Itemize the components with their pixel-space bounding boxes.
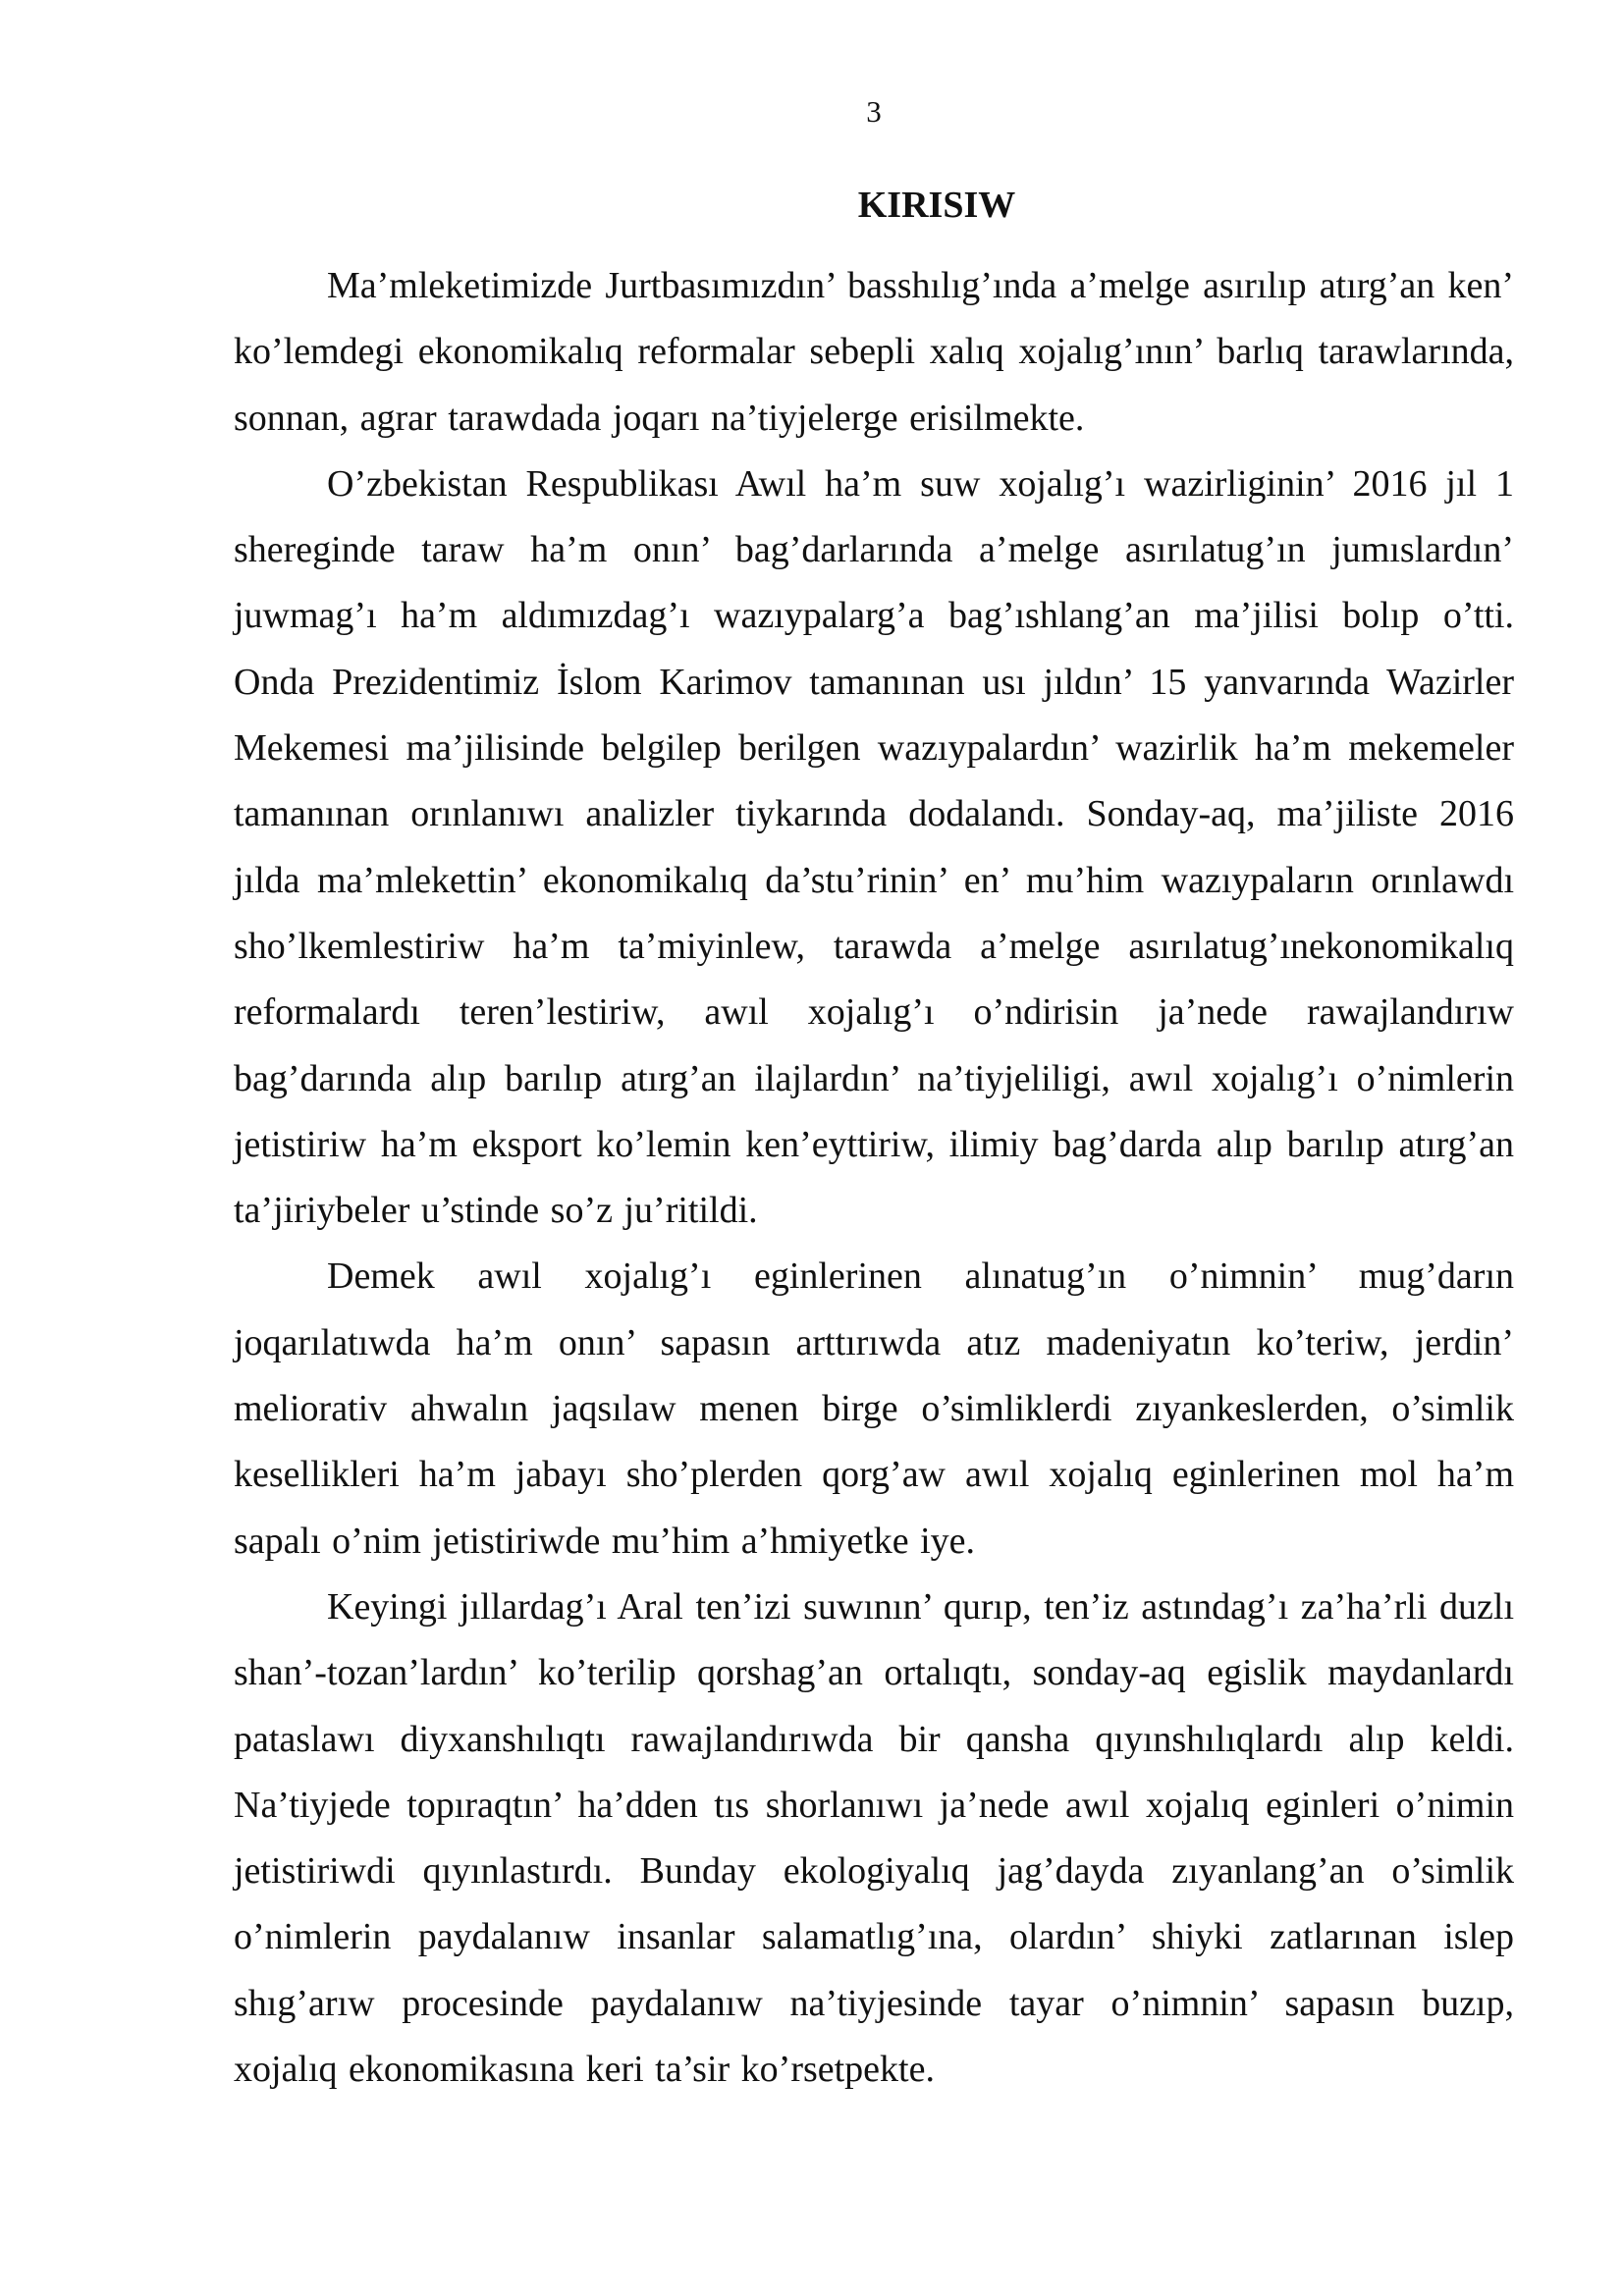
page-number: 3 (866, 94, 882, 129)
page-content (234, 187, 1514, 2103)
paragraph-4: Keyingi jıllardag’ı Aral ten’izi suwının’ qurıp, ten’iz astındag’ı za’ha’rli duzlı shan’-tozan’lardın’ ko’terilip qorshag’an ortalıqtı, sonday-aq egislik maydanlardı pataslawı diyxanshılıqtı rawajlandırıwda bir qansha qıyınshılıqlardı alıp keldi. Na’tiyjede topıraqtın’ ha’dden tıs shorlanıwı ja’nede awıl xojalıq eginleri o’nimin jetistiriwdi qıyınlastırdı. Bunday ekologiyalıq jag’dayda zıyanlang’an o’simlik o’nimlerin paydalanıw insanlar salamatlıg’ına, olardın’ shiyki zatlarınan islep shıg’arıw procesinde paydalanıw na’tiyjesinde tayar o’nimnin’ sapasın buzıp, xojalıq ekonomikasına keri ta’sir ko’rsetpekte. (234, 1585, 1514, 2091)
paragraph-2: O’zbekistan Respublikası Awıl ha’m suw xojalıg’ı wazirliginin’ 2016 jıl 1 shereginde taraw ha’m onın’ bag’darlarında a’melge asırılatug’ın jumıslardın’ juwmag’ı ha’m aldımızdag’ı wazıypalarg’a bag’ıshlang’an ma’jilisi bolıp o’tti. Onda Prezidentimiz İslom Karimov tamanınan usı jıldın’ 15 yanvarında Wazirler Mekemesi ma’jilisinde belgilep berilgen wazıypalardın’ wazirlik ha’m mekemeler tamanınan orınlanıwı analizler tiykarında dodalandı. Sonday-aq, ma’jiliste 2016 jılda ma’mlekettin’ ekonomikalıq da’stu’rinin’ en’ mu’him wazıypaların orınlawdı sho’lkemlestiriw ha’m ta’miyinlew, tarawda a’melge asırılatug’ınekonomikalıq reformalardı teren’lestiriw, awıl xojalıg’ı o’ndirisin ja’nede rawajlandırıw bag’darında alıp barılıp atırg’an ilajlardın’ na’tiyjeliligi, awıl xojalıg’ı o’nimlerin jetistiriw ha’m eksport ko’lemin ken’eyttiriw, ilimiy bag’darda alıp barılıp atırg’an ta’jiriybeler u’stinde so’z ju’ritildi. (234, 462, 1514, 1232)
section-heading: KIRISIW (857, 185, 1016, 226)
paragraph-3: Demek awıl xojalıg’ı eginlerinen alınatug’ın o’nimnin’ mug’darın joqarılatıwda ha’m onın’ sapasın arttırıwda atız madeniyatın ko’teriw, jerdin’ meliorativ ahwalın jaqsılaw menen birge o’simliklerdi zıyankeslerden, o’simlik kesellikleri ha’m jabayı sho’plerden qorg’aw awıl xojalıq eginlerinen mol ha’m sapalı o’nim jetistiriwde mu’him a’hmiyetke iye. (234, 1255, 1514, 1562)
paragraph-1: Ma’mleketimizde Jurtbasımızdın’ basshılıg’ında a’melge asırılıp atırg’an ken’ ko’lemdegi ekonomikalıq reformalar sebepli xalıq xojalıg’ının’ barlıq tarawlarında, sonnan, agrar tarawdada joqarı na’tiyjelerge erisilmekte. (234, 265, 1514, 439)
